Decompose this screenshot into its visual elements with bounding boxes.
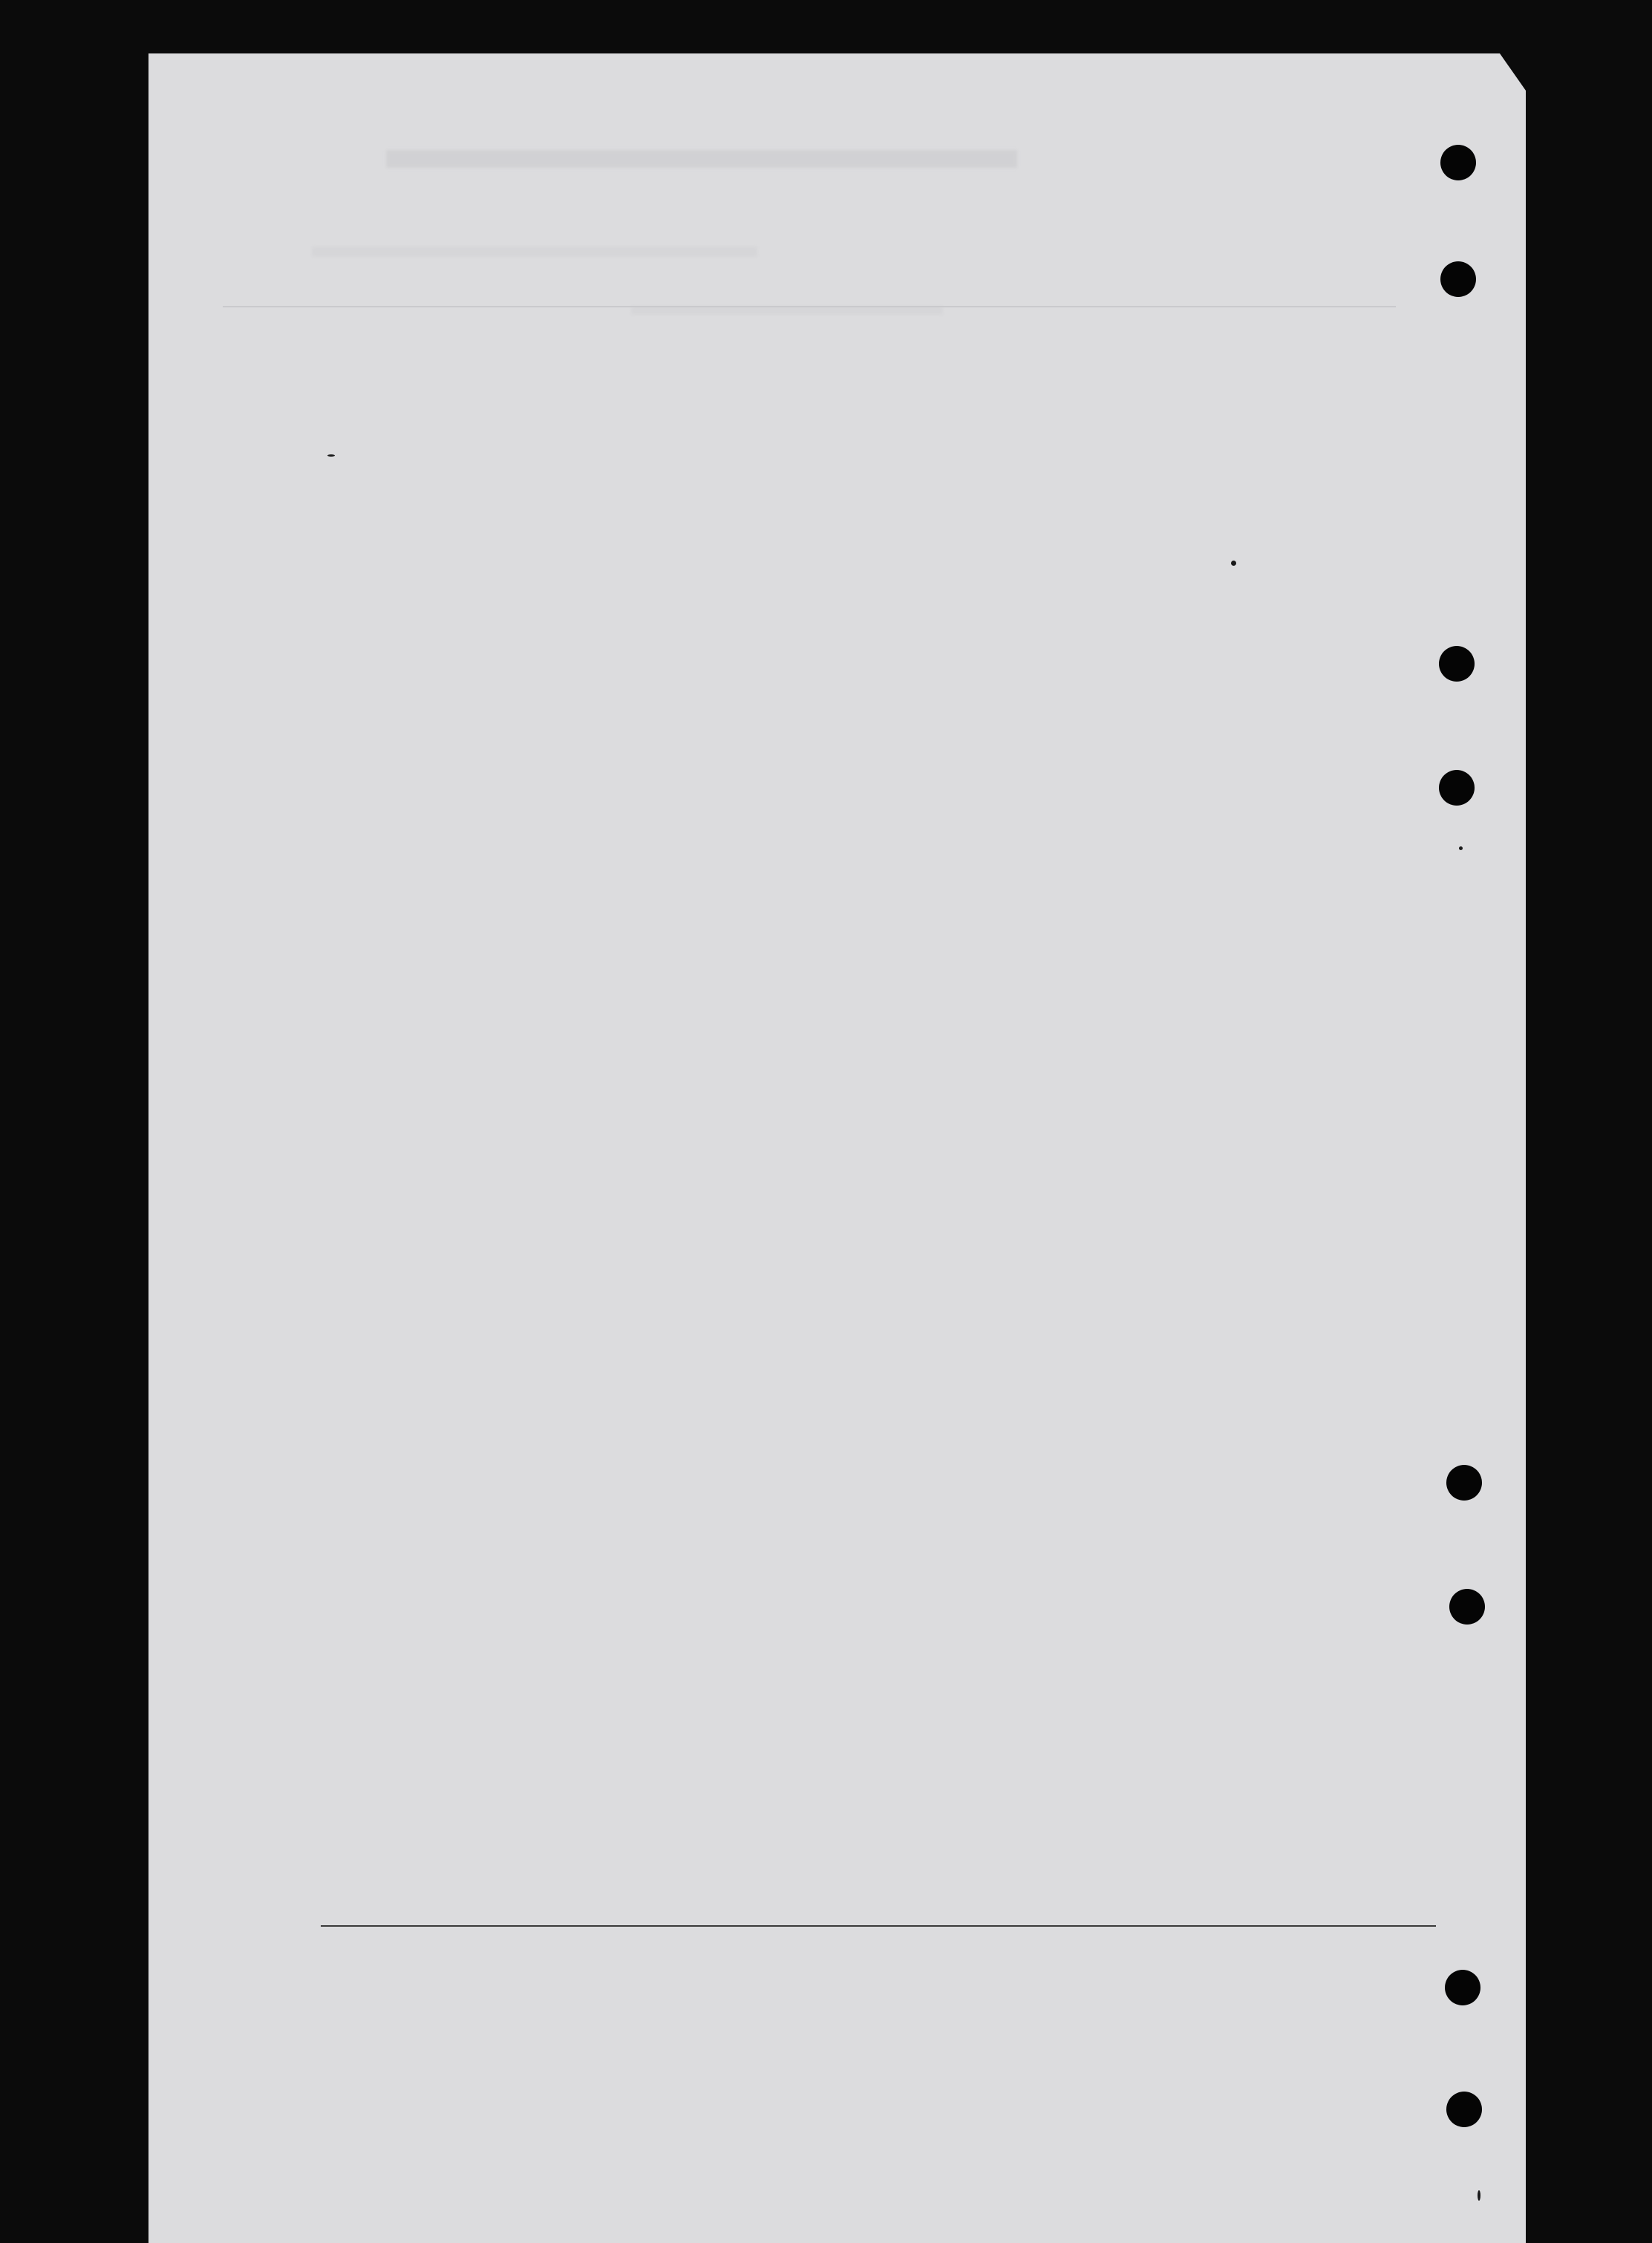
punch-hole bbox=[1440, 261, 1476, 297]
scan-speck bbox=[1231, 561, 1236, 566]
punch-hole bbox=[1449, 1589, 1485, 1625]
faded-text-bleedthrough bbox=[312, 246, 757, 257]
punch-hole bbox=[1446, 2092, 1482, 2127]
punch-hole bbox=[1439, 646, 1475, 682]
document-page bbox=[148, 53, 1526, 2243]
punch-hole bbox=[1445, 1970, 1480, 2005]
scan-speck bbox=[1459, 846, 1463, 850]
faded-header-bleedthrough bbox=[386, 150, 1017, 168]
punch-hole bbox=[1439, 770, 1475, 806]
scan-speck bbox=[327, 454, 335, 457]
scan-speck bbox=[1478, 2190, 1480, 2201]
faded-rule bbox=[223, 306, 1396, 307]
bottom-rule bbox=[321, 1925, 1436, 1927]
punch-hole bbox=[1440, 145, 1476, 180]
punch-hole bbox=[1446, 1465, 1482, 1501]
